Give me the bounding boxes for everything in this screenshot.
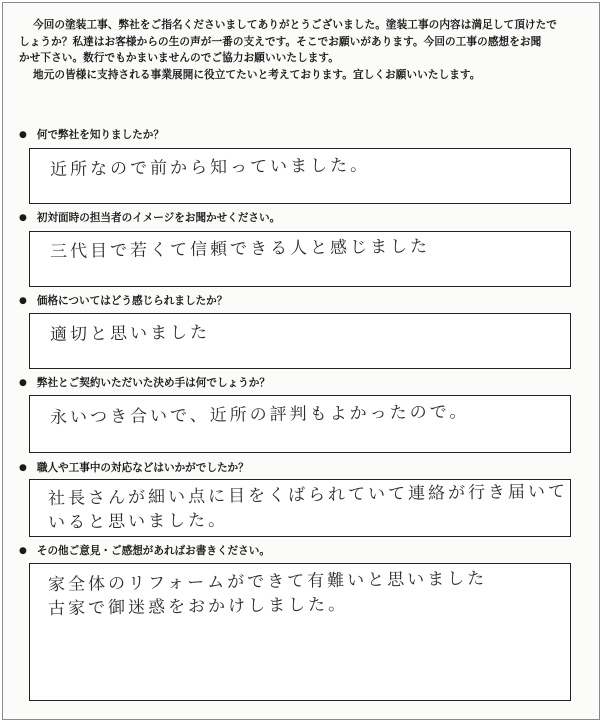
bullet-icon: ●	[19, 462, 27, 473]
bullet-icon: ●	[19, 129, 27, 140]
question-3	[19, 293, 227, 308]
question-5	[19, 460, 249, 475]
answer-box-6	[29, 563, 571, 701]
answer-box-2	[29, 231, 571, 287]
question-label: 初対面時の担当者のイメージをお聞かせください。	[36, 212, 281, 224]
bullet-icon: ●	[19, 212, 27, 223]
question-label: 弊社とご契約いただいた決め手は何でしょうか？	[36, 377, 270, 389]
intro-line-2: しょうか？私達はお客様からの生の声が一番の支えです。そこでお願いがあります。今回の工事の感想をお聞	[19, 35, 542, 48]
answer-line: 家全体のリフォームができて有難いと思いました	[47, 568, 488, 595]
answer-box-4	[29, 395, 571, 453]
question-1	[19, 127, 164, 142]
intro-line-4: 地元の皆様に支持される事業展開に役立てたいと考えております。宜しくお願いいたします。	[33, 68, 481, 81]
intro-line-1: 今回の塗装工事、弊社をご指名くださいましてありがとうございました。塗装工事の内容は満足して頂けたで	[33, 19, 557, 31]
answer-box-3	[29, 313, 571, 369]
bullet-icon: ●	[19, 545, 27, 556]
answer-line: 永いつき合いで、近所の評判もよかったので。	[49, 402, 470, 428]
question-label: 職人や工事中の対応などはいかがでしたか？	[36, 462, 249, 474]
answer-line: 古家で御迷惑をおかけしました。	[47, 594, 349, 619]
survey-sheet	[2, 2, 600, 720]
question-label: 何で弊社を知りましたか？	[36, 129, 164, 141]
intro-text	[19, 17, 589, 83]
answer-line: 三代目で若くて信頼できる人と感じました	[49, 236, 431, 262]
intro-line-3: かせ下さい。数行でもかまいませんのでご協力お願いいたします。	[19, 52, 339, 64]
answer-line: 社長さんが細い点に目をくばられていて連絡が行き届いて	[47, 481, 569, 509]
question-6	[19, 543, 270, 558]
question-label: その他ご意見・ご感想があればお書きください。	[36, 545, 270, 557]
bullet-icon: ●	[19, 295, 27, 306]
answer-box-1	[29, 148, 571, 204]
question-2	[19, 210, 280, 225]
bullet-icon: ●	[19, 377, 27, 388]
answer-line: 近所なので前から知っていました。	[49, 155, 371, 180]
answer-box-5	[29, 479, 571, 537]
question-label: 価格についてはどう感じられましたか？	[36, 295, 228, 307]
answer-line: いると思いました。	[47, 510, 229, 533]
answer-line: 適切と思いました	[49, 322, 211, 345]
question-4	[19, 375, 270, 390]
